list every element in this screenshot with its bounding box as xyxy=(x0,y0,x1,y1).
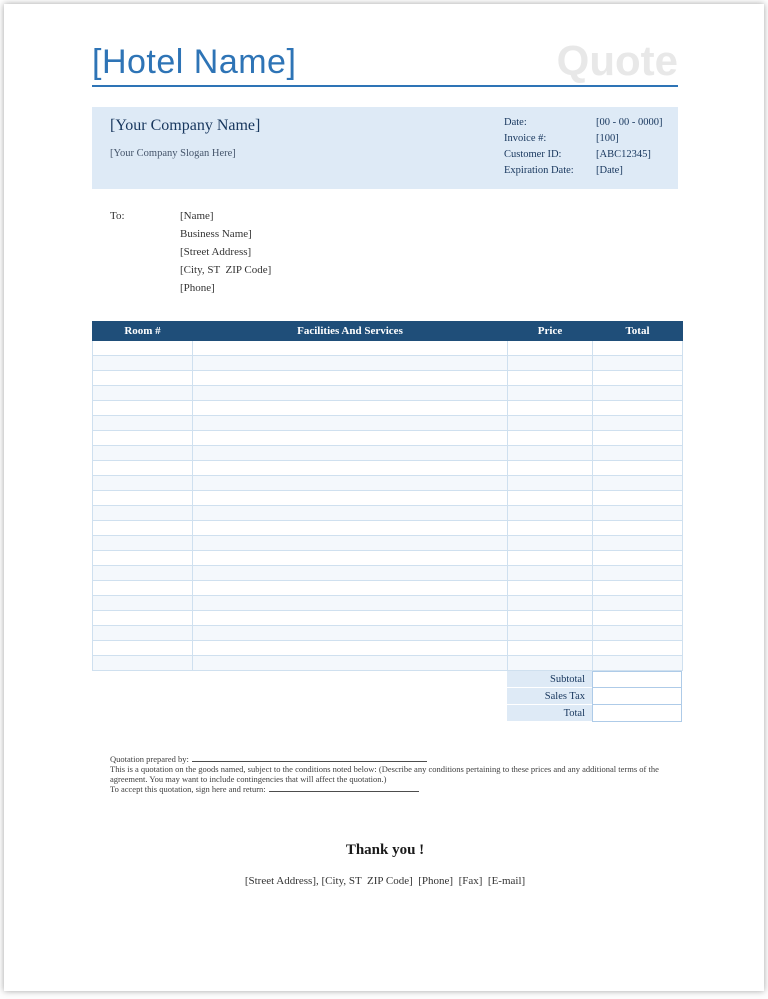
total-value xyxy=(592,705,682,722)
table-row xyxy=(93,521,683,536)
table-cell xyxy=(193,491,508,506)
company-slogan: [Your Company Slogan Here] xyxy=(110,148,236,159)
table-cell xyxy=(508,551,593,566)
table-row xyxy=(93,491,683,506)
table-row xyxy=(93,416,683,431)
table-row xyxy=(93,401,683,416)
table-cell xyxy=(93,371,193,386)
table-cell xyxy=(93,536,193,551)
table-cell xyxy=(93,431,193,446)
company-info-box xyxy=(92,107,678,189)
table-cell xyxy=(593,536,683,551)
table-row xyxy=(93,371,683,386)
table-cell xyxy=(193,611,508,626)
prepared-by-line xyxy=(110,754,664,764)
recipient-line-phone: [Phone] xyxy=(180,282,215,294)
table-row xyxy=(93,566,683,581)
table-cell xyxy=(93,506,193,521)
column-header-total: Total xyxy=(593,322,683,341)
table-cell xyxy=(93,416,193,431)
thank-you-note: Thank you ! xyxy=(345,842,425,858)
table-cell xyxy=(593,401,683,416)
table-cell xyxy=(93,581,193,596)
table-cell xyxy=(93,566,193,581)
hotel-name-title: [Hotel Name] xyxy=(92,43,297,81)
table-cell xyxy=(508,446,593,461)
meta-value-expiration: [Date] xyxy=(596,165,623,176)
sales-tax-label: Sales Tax xyxy=(507,688,592,705)
table-cell xyxy=(593,341,683,356)
total-label: Total xyxy=(507,705,592,722)
column-header-room: Room # xyxy=(93,322,193,341)
quote-meta-list xyxy=(504,117,666,179)
table-cell xyxy=(593,371,683,386)
table-cell xyxy=(508,566,593,581)
table-cell xyxy=(93,356,193,371)
subtotal-value xyxy=(592,671,682,688)
table-cell xyxy=(193,416,508,431)
table-cell xyxy=(193,371,508,386)
table-cell xyxy=(93,551,193,566)
table-cell xyxy=(508,536,593,551)
table-row xyxy=(93,641,683,656)
recipient-line-business: Business Name] xyxy=(180,228,252,240)
table-row xyxy=(93,386,683,401)
table-cell xyxy=(508,626,593,641)
totals-row-sales-tax xyxy=(507,688,682,705)
table-cell xyxy=(508,401,593,416)
table-cell xyxy=(593,596,683,611)
table-cell xyxy=(593,641,683,656)
accept-label: To accept this quotation, sign here and return: xyxy=(110,784,266,794)
table-header-row xyxy=(93,322,683,341)
quote-table-body xyxy=(93,341,683,671)
table-cell xyxy=(593,626,683,641)
table-cell xyxy=(508,581,593,596)
table-cell xyxy=(93,461,193,476)
table-cell xyxy=(193,341,508,356)
table-cell xyxy=(508,656,593,671)
meta-value-customer-id: [ABC12345] xyxy=(596,149,651,160)
meta-value-invoice: [100] xyxy=(596,133,619,144)
table-cell xyxy=(193,641,508,656)
table-cell xyxy=(193,431,508,446)
table-row xyxy=(93,596,683,611)
recipient-line-city: [City, ST ZIP Code] xyxy=(180,264,272,276)
table-cell xyxy=(508,506,593,521)
table-cell xyxy=(593,581,683,596)
recipient-line-street: [Street Address] xyxy=(180,246,252,258)
table-row xyxy=(93,656,683,671)
table-cell xyxy=(593,521,683,536)
table-cell xyxy=(508,386,593,401)
fine-print xyxy=(92,754,664,794)
recipient-address-block xyxy=(180,207,271,297)
meta-label-customer-id: Customer ID: xyxy=(504,149,562,160)
table-cell xyxy=(93,611,193,626)
column-header-facilities: Facilities And Services xyxy=(193,322,508,341)
table-cell xyxy=(508,416,593,431)
table-cell xyxy=(508,491,593,506)
totals-row-subtotal xyxy=(507,671,682,688)
table-cell xyxy=(193,401,508,416)
table-cell xyxy=(193,446,508,461)
company-identity xyxy=(110,117,260,179)
table-cell xyxy=(593,491,683,506)
table-cell xyxy=(193,536,508,551)
meta-label-expiration: Expiration Date: xyxy=(504,165,574,176)
table-cell xyxy=(593,386,683,401)
accept-line xyxy=(110,784,664,794)
table-cell xyxy=(508,521,593,536)
table-cell xyxy=(508,356,593,371)
table-cell xyxy=(508,461,593,476)
sales-tax-value xyxy=(592,688,682,705)
table-row xyxy=(93,581,683,596)
table-cell xyxy=(193,566,508,581)
table-cell xyxy=(193,521,508,536)
table-cell xyxy=(593,506,683,521)
table-cell xyxy=(593,656,683,671)
table-cell xyxy=(508,596,593,611)
table-cell xyxy=(508,341,593,356)
header-divider xyxy=(92,85,678,87)
table-cell xyxy=(193,551,508,566)
table-cell xyxy=(593,431,683,446)
table-row xyxy=(93,611,683,626)
table-cell xyxy=(193,656,508,671)
prepared-by-label: Quotation prepared by: xyxy=(110,754,189,764)
table-cell xyxy=(593,566,683,581)
table-cell xyxy=(93,521,193,536)
table-row xyxy=(93,506,683,521)
totals-block xyxy=(507,671,682,722)
table-cell xyxy=(593,611,683,626)
table-cell xyxy=(93,401,193,416)
to-label: To: xyxy=(110,210,125,222)
table-cell xyxy=(193,461,508,476)
table-cell xyxy=(193,626,508,641)
meta-label-date: Date: xyxy=(504,117,527,128)
table-cell xyxy=(93,596,193,611)
table-cell xyxy=(93,491,193,506)
accept-signature-line xyxy=(269,786,419,792)
table-cell xyxy=(193,476,508,491)
table-row xyxy=(93,356,683,371)
table-cell xyxy=(193,506,508,521)
table-cell xyxy=(93,656,193,671)
quote-page xyxy=(4,4,764,991)
recipient-section xyxy=(92,207,678,297)
table-cell xyxy=(593,446,683,461)
table-cell xyxy=(508,371,593,386)
table-cell xyxy=(593,356,683,371)
table-cell xyxy=(93,341,193,356)
recipient-line-name: [Name] xyxy=(180,210,214,222)
quote-table xyxy=(92,321,683,671)
prepared-by-signature-line xyxy=(192,756,427,762)
table-cell xyxy=(93,641,193,656)
table-cell xyxy=(508,431,593,446)
table-cell xyxy=(193,596,508,611)
table-row xyxy=(93,536,683,551)
subtotal-label: Subtotal xyxy=(507,671,592,688)
table-cell xyxy=(508,641,593,656)
table-row xyxy=(93,476,683,491)
table-row xyxy=(93,431,683,446)
table-cell xyxy=(193,581,508,596)
column-header-price: Price xyxy=(508,322,593,341)
table-cell xyxy=(508,611,593,626)
table-row xyxy=(93,551,683,566)
table-cell xyxy=(193,356,508,371)
conditions-text: This is a quotation on the goods named, subject to the conditions noted below: (Describe any conditions pertaining to these prices and any additional terms of the agreement. You may want to include contingencies that will affect the quotation.) xyxy=(110,764,659,784)
table-cell xyxy=(593,461,683,476)
table-row xyxy=(93,461,683,476)
table-row xyxy=(93,341,683,356)
table-cell xyxy=(593,476,683,491)
table-cell xyxy=(508,476,593,491)
table-cell xyxy=(93,446,193,461)
table-cell xyxy=(93,386,193,401)
meta-label-invoice: Invoice #: xyxy=(504,133,547,144)
table-row xyxy=(93,446,683,461)
table-cell xyxy=(93,476,193,491)
contact-line: [Street Address], [City, ST ZIP Code] [Phone] [Fax] [E-mail] xyxy=(244,875,526,887)
table-row xyxy=(93,626,683,641)
masthead xyxy=(92,4,678,82)
table-cell xyxy=(93,626,193,641)
company-name: [Your Company Name] xyxy=(110,117,261,134)
table-cell xyxy=(193,386,508,401)
quote-watermark: Quote xyxy=(556,37,678,84)
totals-row-total xyxy=(507,705,682,722)
table-cell xyxy=(593,416,683,431)
meta-value-date: [00 - 00 - 0000] xyxy=(596,117,663,128)
table-cell xyxy=(593,551,683,566)
